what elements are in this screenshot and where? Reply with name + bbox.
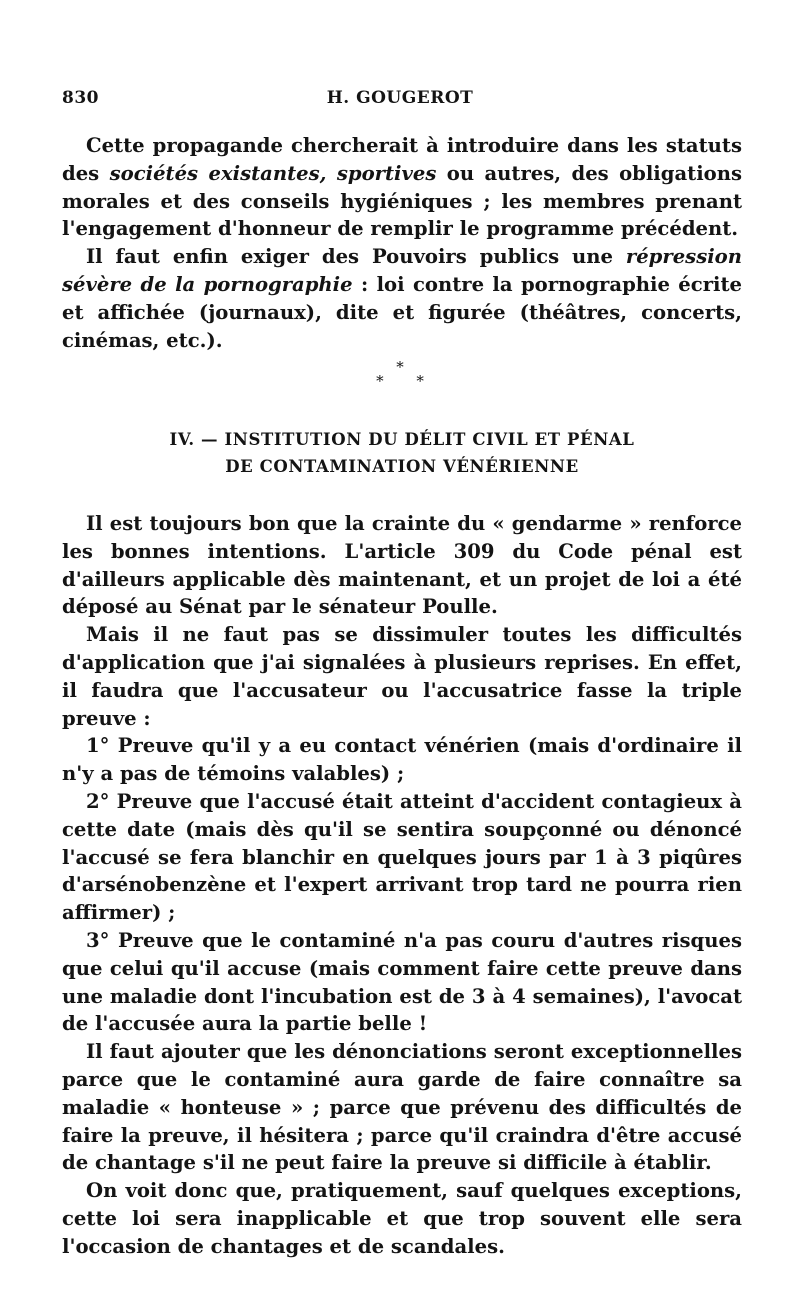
section-body: [62, 510, 742, 1261]
intro-text: [62, 132, 742, 354]
paragraph: Il est toujours bon que la crainte du « gendarme » renforce les bonnes intentions. L'article 309 du Code pénal est d'ailleurs applicable dès maintenant, et un projet de loi a été déposé au Sénat par le sénateur Poulle.: [62, 512, 742, 619]
asterism-divider: * * *: [376, 358, 438, 390]
paragraph: 2° Preuve que l'accusé était atteint d'accident contagieux à cette date (mais dès qu'il se sentira soupçonné ou dénoncé l'accusé se fera blanchir en quelques jours par 1 à 3 piqûres d'arsénobenzène et l'expert arrivant trop tard ne pourra rien affirmer) ;: [62, 789, 742, 925]
running-title: H. GOUGEROT: [326, 88, 474, 108]
paragraph: 3° Preuve que le contaminé n'a pas couru d'autres risques que celui qu'il accuse (mais comment faire cette preuve dans une maladie dont l'incubation est de 3 à 4 semaines), l'avocat de l'accusée aura la partie belle !: [62, 928, 742, 1036]
paragraph: Il faut ajouter que les dénonciations seront exceptionnelles parce que le contaminé aura garde de faire connaître sa maladie « honteuse » ; parce que prévenu des difficultés de faire la preuve, il hésitera ; parce qu'il craindra d'être accusé de chantage s'il ne peut faire la preuve si difficile à établir.: [62, 1040, 742, 1175]
paragraph: On voit donc que, pratiquement, sauf quelques exceptions, cette loi sera inapplicable et que trop souvent elle sera l'occasion de chantages et de scandales.: [62, 1179, 742, 1258]
paragraph: Mais il ne faut pas se dissimuler toutes les difficultés d'application que j'ai signalées à plusieurs reprises. En effet, il faudra que l'accusateur ou l'accusatrice fasse la triple preuve :: [62, 623, 742, 730]
italic-phrase: sociétés existantes, sportives: [109, 161, 437, 185]
page-number: 830: [62, 88, 99, 108]
paragraph: Il faut enfin exiger des Pouvoirs publics une répression sévère de la pornographie : loi contre la pornographie écrite et affichée (journaux), dite et figurée (théâtres, concerts, cinémas, etc.).: [62, 245, 742, 352]
section-heading-line: IV. — INSTITUTION DU DÉLIT CIVIL ET PÉNAL: [169, 430, 635, 449]
italic-phrase: répression sévère de la pornographie: [62, 245, 742, 296]
paragraph: 1° Preuve qu'il y a eu contact vénérien (mais d'ordinaire il n'y a pas de témoins valables) ;: [62, 734, 742, 786]
section-heading-line: DE CONTAMINATION VÉNÉRIENNE: [225, 457, 579, 476]
section-heading: [62, 426, 742, 480]
paragraph: Cette propagande chercherait à introduire dans les statuts des sociétés existantes, sportives ou autres, des obligations morales et des conseils hygiéniques ; les membres prenant l'engagement d'honneur de remplir le programme précédent.: [62, 134, 742, 241]
